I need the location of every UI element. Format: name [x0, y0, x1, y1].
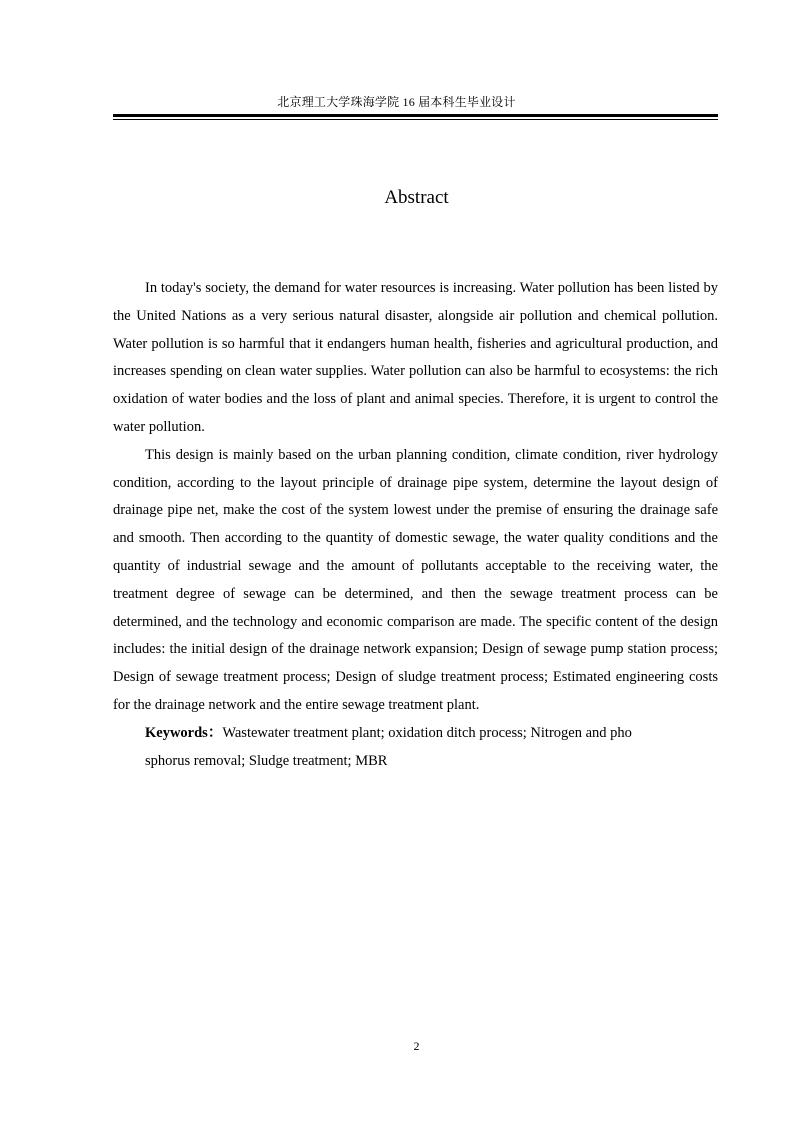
keywords-list-start: Wastewater treatment plant; oxidation ditch process; Nitrogen and pho	[222, 724, 632, 741]
header-rule-thin	[113, 119, 718, 120]
keywords-label: Keywords：	[145, 724, 223, 741]
page-title: Abstract	[384, 187, 449, 208]
keywords-line	[113, 720, 718, 748]
keywords-list-continuation: sphorus removal; Sludge treatment; MBR	[145, 752, 388, 769]
abstract-paragraph-1: In today's society, the demand for water resources is increasing. Water pollution has been listed by the United Nations as a very serious natural disaster, alongside air pollution and chemical pollution. Water pollution is so harmful that it endangers human health, fisheries and agricultural production, and increases spending on clean water supplies. Water pollution can also be harmful to ecosystems: the rich oxidation of water bodies and the loss of plant and animal species. Therefore, it is urgent to control the water pollution.	[113, 280, 718, 435]
abstract-paragraph-2: This design is mainly based on the urban planning condition, climate condition, river hydrology condition, according to the layout principle of drainage pipe system, determine the layout design of drainage pipe net, make the cost of the system lowest under the premise of ensuring the drainage safe and smooth. Then according to the quantity of domestic sewage, the water quality conditions and the quantity of industrial sewage and the amount of pollutants acceptable to the receiving water, the treatment degree of sewage can be determined, and then the sewage treatment process can be determined, and the technology and economic comparison are made. The specific content of the design includes: the initial design of the drainage network expansion; Design of sewage pump station process; Design of sewage treatment process; Design of sludge treatment process; Estimated engineering costs for the drainage network and the entire sewage treatment plant.	[113, 446, 718, 713]
header-rule-thick	[113, 114, 718, 117]
page-number: 2	[413, 1039, 420, 1053]
abstract-body	[113, 275, 718, 775]
running-header: 北京理工大学珠海学院 16 届本科生毕业设计	[277, 95, 516, 109]
